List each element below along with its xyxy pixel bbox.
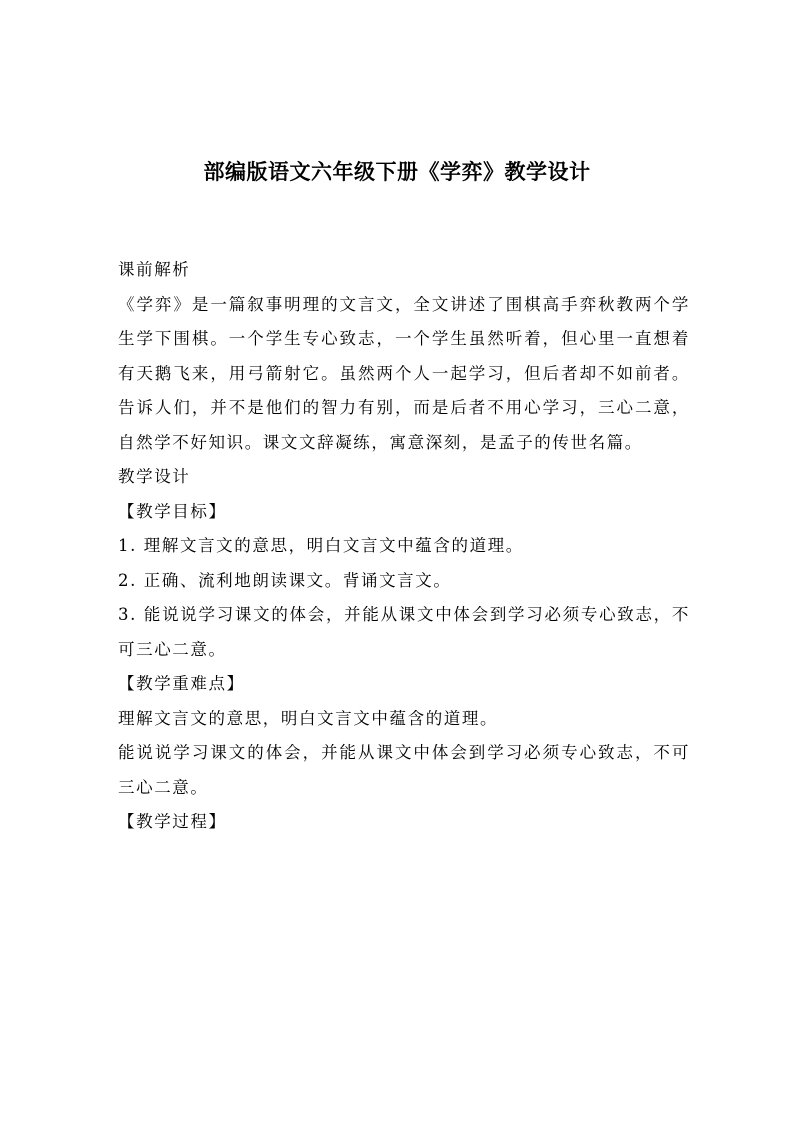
key-point-2: 能说说学习课文的体会，并能从课文中体会到学习必须专心致志，不可三心二意。 [118,743,690,797]
key-point-1: 理解文言文的意思，明白文言文中蕴含的道理。 [118,708,499,728]
objective-item-1: 1. 理解文言文的意思，明白文言文中蕴含的道理。 [118,536,524,555]
section-heading-teaching-design: 教学设计 [118,467,191,486]
section-heading-pre-analysis: 课前解析 [118,260,191,279]
section-heading-key-points: 【教学重难点】 [118,674,245,693]
document-title: 部编版语文六年级下册《学弈》教学设计 [203,160,591,184]
paragraph-intro: 《学弈》是一篇叙事明理的文言文，全文讲述了围棋高手弈秋教两个学生学下围棋。一个学生专心致志，一个学生虽然听着，但心里一直想着有天鹅飞来，用弓箭射它。虽然两个人一起学习，但后者却不如前者。告诉人们，并不是他们的智力有别，而是后者不用心学习，三心二意，自然学不好知识。课文文辞凝练，寓意深刻，是孟子的传世名篇。 [118,294,690,452]
document-body [118,253,690,840]
objective-item-2: 2. 正确、流利地朗读课文。背诵文言文。 [118,570,452,590]
section-heading-process: 【教学过程】 [118,812,227,831]
objective-item-3: 3. 能说说学习课文的体会，并能从课文中体会到学习必须专心致志，不可三心二意。 [118,605,690,659]
section-heading-objectives: 【教学目标】 [118,501,227,521]
